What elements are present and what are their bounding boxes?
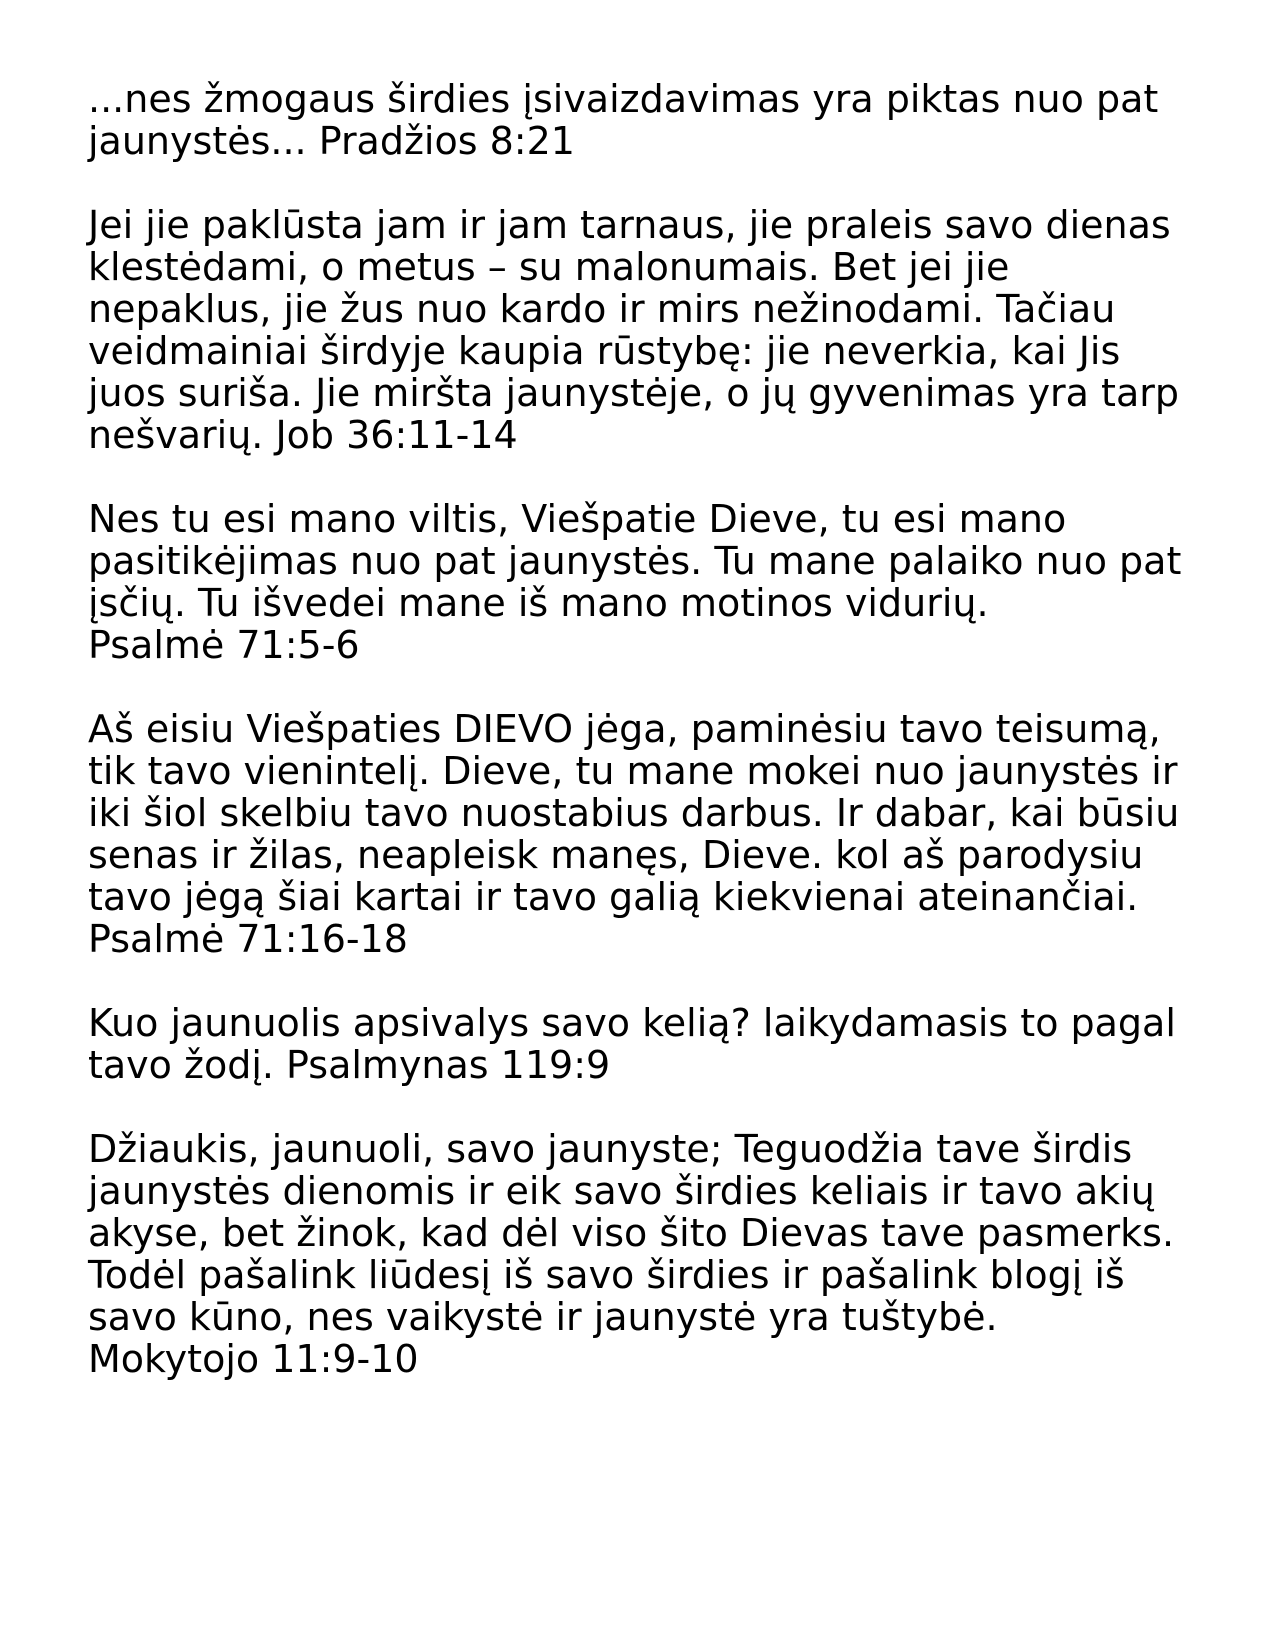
passage-psalm-119-9 xyxy=(88,1002,1208,1086)
text-line: tik tavo vienintelį. Dieve, tu mane mokei nuo jaunystės ir xyxy=(88,749,1178,793)
text-line: Psalmė 71:5-6 xyxy=(88,623,360,667)
text-line: Kuo jaunuolis apsivalys savo kelią? laikydamasis to pagal xyxy=(88,1001,1176,1045)
text-line: Psalmė 71:16-18 xyxy=(88,917,408,961)
text-line: Džiaukis, jaunuoli, savo jaunyste; Teguodžia tave širdis xyxy=(88,1127,1133,1171)
text-line: Mokytojo 11:9-10 xyxy=(88,1337,419,1381)
text-line: veidmainiai širdyje kaupia rūstybę: jie neverkia, kai Jis xyxy=(88,329,1121,373)
text-line: Aš eisiu Viešpaties DIEVO jėga, paminėsiu tavo teisumą, xyxy=(88,707,1161,751)
text-line: pasitikėjimas nuo pat jaunystės. Tu mane palaiko nuo pat xyxy=(88,539,1182,583)
text-line: jaunystės dienomis ir eik savo širdies keliais ir tavo akių xyxy=(88,1169,1155,1213)
text-line: ...nes žmogaus širdies įsivaizdavimas yra piktas nuo pat xyxy=(88,77,1159,121)
text-line: įsčių. Tu išvedei mane iš mano motinos vidurių. xyxy=(88,581,989,625)
text-line: Jei jie paklūsta jam ir jam tarnaus, jie praleis savo dienas xyxy=(88,203,1171,247)
text-line: klestėdami, o metus – su malonumais. Bet jei jie xyxy=(88,245,1010,289)
text-line: nepaklus, jie žus nuo kardo ir mirs nežinodami. Tačiau xyxy=(88,287,1116,331)
text-line: Nes tu esi mano viltis, Viešpatie Dieve, tu esi mano xyxy=(88,497,1067,541)
text-line: tavo žodį. Psalmynas 119:9 xyxy=(88,1043,611,1087)
text-line: nešvarių. Job 36:11-14 xyxy=(88,413,518,457)
text-line: juos suriša. Jie miršta jaunystėje, o jų gyvenimas yra tarp xyxy=(88,371,1179,415)
text-line: akyse, bet žinok, kad dėl viso šito Dievas tave pasmerks. xyxy=(88,1211,1175,1255)
passage-psalm-71-16-18 xyxy=(88,708,1208,960)
text-line: iki šiol skelbiu tavo nuostabius darbus. Ir dabar, kai būsiu xyxy=(88,791,1180,835)
text-line: Todėl pašalink liūdesį iš savo širdies ir pašalink blogį iš xyxy=(88,1253,1125,1297)
passage-genesis-8-21 xyxy=(88,78,1208,162)
passage-ecclesiastes-11-9-10 xyxy=(88,1128,1208,1380)
passage-psalm-71-5-6 xyxy=(88,498,1208,666)
passage-job-36-11-14 xyxy=(88,204,1208,456)
text-line: jaunystės... Pradžios 8:21 xyxy=(88,119,575,163)
text-line: savo kūno, nes vaikystė ir jaunystė yra tuštybė. xyxy=(88,1295,998,1339)
document-body xyxy=(88,78,1208,1422)
text-line: senas ir žilas, neapleisk manęs, Dieve. kol aš parodysiu xyxy=(88,833,1144,877)
text-line: tavo jėgą šiai kartai ir tavo galią kiekvienai ateinančiai. xyxy=(88,875,1139,919)
